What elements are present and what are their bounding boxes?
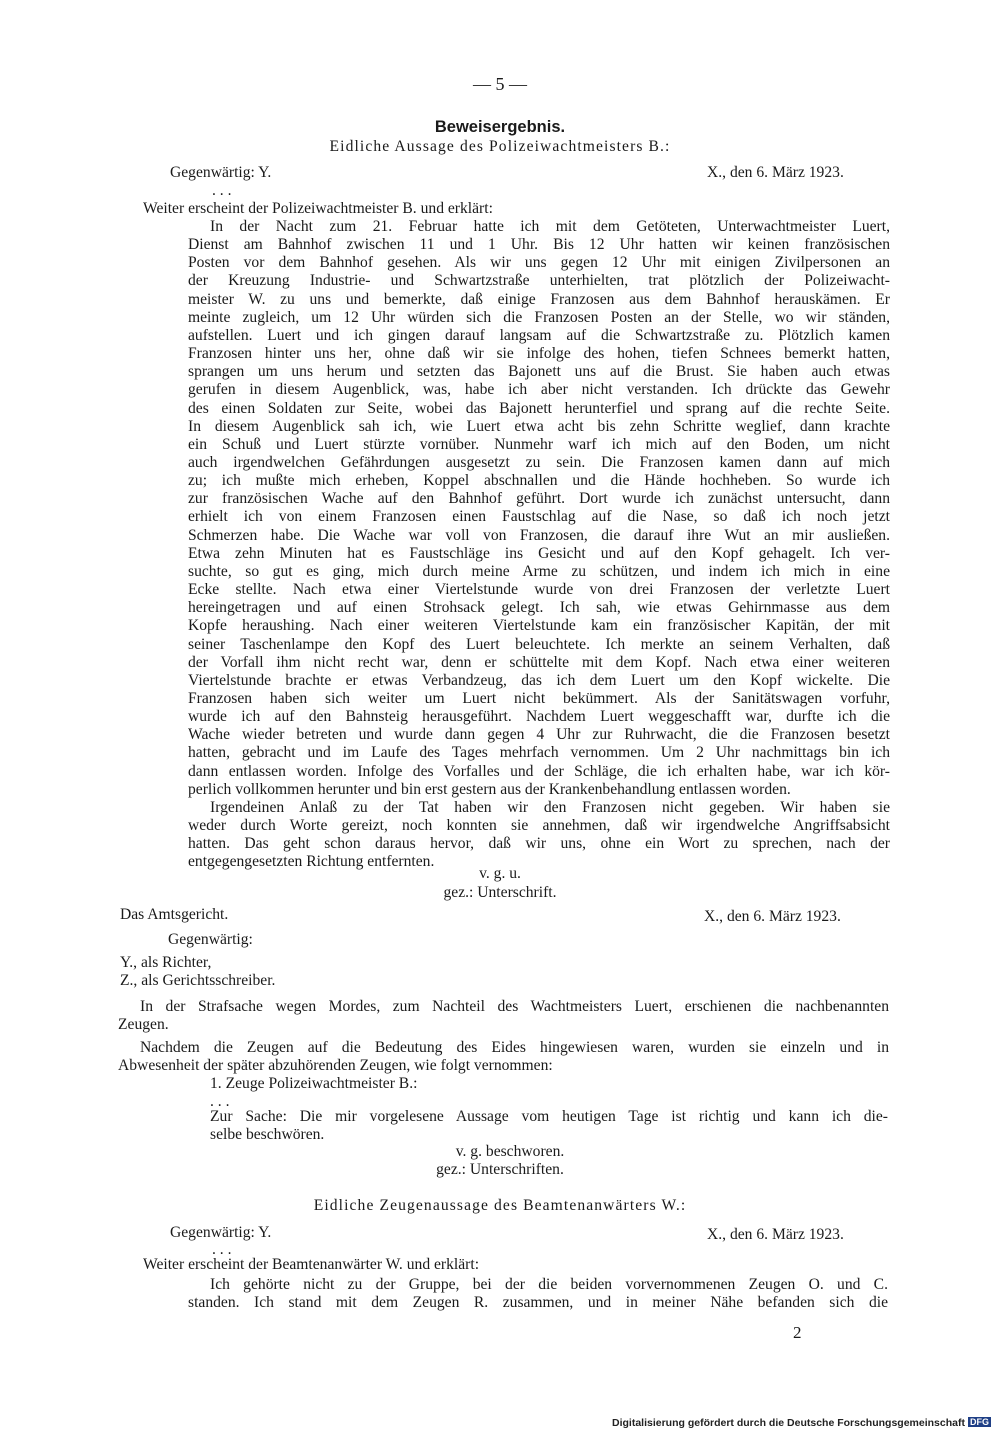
testimony-line: der Kreuzung Industrie- und Schwartzstraße unterhielten, trat plötzlich der Polizeiwacht- [188,272,890,290]
testimony-line: aufstellen. Luert und ich gingen darauf langsam auf die Schwartzstraße zu. Plötzlich kamen [188,326,890,344]
present-line: Gegenwärtig: Y. [170,1224,272,1241]
section-heading: Eidliche Zeugenaussage des Beamtenanwärters W.: [313,1197,687,1214]
testimony-line: weder durch Worte gereizt, noch konnten sie annehmen, daß wir irgendwelche Angriffsabsicht [188,816,890,834]
court-name: Das Amtsgericht. [120,906,229,923]
testimony-line: Schmerzen habe. Die Wache war voll von Franzosen, die darauf ihre Wut an mir ausließen. [188,526,890,544]
testimony-line: zur französischen Wache auf den Bahnhof geführt. Dort wurde ich zunächst untersucht, dann [188,490,890,508]
testimony-line: Ecke stellte. Nach etwa einer Viertelstunde wurde von drei Franzosen der verletzte Luert [188,581,890,598]
ellipsis: . . . [212,182,232,199]
paragraph-line: Zeugen. [118,1016,169,1033]
testimony-line: seiner Taschenlampe den Kopf des Luert beleuchtete. Ich merkte an seinem Verhalten, daß [188,635,890,653]
page-number: — 5 — [473,74,527,94]
testimony-line: ein Schuß und Luert stürzte vornüber. Nunmehr warf ich mich auf den Boden, um nicht [188,435,890,453]
testimony-line: Wache wieder betreten und wurde dann gegen 4 Uhr zur Ruhrwacht, die die Franzosen besetzt [188,726,890,744]
statement-line: Zur Sache: Die mir vorgelesene Aussage vom heutigen Tage ist richtig und kann ich die- [210,1108,888,1125]
ellipsis: . . . [210,1093,230,1110]
testimony-line: suchte, so gut es ging, mich durch meine Arme zu schützen, und indem ich mich in eine [188,562,890,580]
testimony-line: zu; ich mußte mich erheben, Koppel abschnallen und die Hände hochheben. So wurde ich [188,472,890,490]
testimony-line: gerufen in diesem Augenblick, was, habe ich aber nicht verstanden. Ich drückte das Gewehr [188,381,890,399]
testimony-line: Ich gehörte nicht zu der Gruppe, bei der die beiden vorvernommenen Zeugen O. und C. [210,1276,888,1293]
document-subtitle: Eidliche Aussage des Polizeiwachtmeisters B.: [329,138,671,155]
vgu-line: v. g. u. [479,865,521,882]
testimony-line: meister W. zu uns und bemerkte, daß einige Franzosen aus dem Bahnhof herauskämen. Er [188,290,890,308]
testimony-line: In diesem Augenblick sah ich, wie Luert etwa acht bis zehn Schritte weglief, dann krachte [188,417,890,435]
present-line: Gegenwärtig: Y. [170,164,272,181]
place-date: X., den 6. März 1923. [704,908,841,925]
place-date: X., den 6. März 1923. [707,164,844,181]
paragraph-line: In der Strafsache wegen Mordes, zum Nachteil des Wachtmeisters Luert, erschienen die nachbenannten [140,998,889,1015]
paragraph-line: Abwesenheit der später abzuhörenden Zeugen, wie folgt vernommen: [118,1057,553,1074]
testimony-line: hereingetragen und auf einen Strohsack gelegt. Ich sah, wie etwas Gehirnmasse aus dem [188,599,890,617]
credit-text: Digitalisierung gefördert durch die Deutsche Forschungsgemeinschaft [612,1417,965,1429]
intro-line: Weiter erscheint der Beamtenanwärter W. und erklärt: [143,1256,480,1273]
paragraph-line: Nachdem die Zeugen auf die Bedeutung des Eides hingewiesen waren, wurden sie einzeln und in [140,1039,889,1056]
dfg-logo: DFG [969,1417,989,1427]
testimony-line: erhielt ich von einem Franzosen einen Faustschlag auf die Nase, so daß ich noch jetzt [188,508,890,526]
testimony-line: Franzosen haben sich weiter um Luert nicht bekümmert. Als der Sanitätswagen vorfuhr, [188,689,890,707]
testimony-line: entgegengesetzten Richtung entfernten. [188,853,435,871]
testimony-line: Etwa zehn Minuten hat es Faustschläge ins Gesicht und auf den Kopf gehagelt. Ich ver- [188,544,890,562]
testimony-line: des einen Soldaten zur Seite, wobei das Bajonett herunterfiel und sprang auf die rechte Seite. [188,399,890,417]
sworn-line: v. g. beschworen. [455,1143,565,1160]
witness-line: 1. Zeuge Polizeiwachtmeister B.: [210,1075,418,1092]
place-date: X., den 6. März 1923. [707,1226,844,1243]
digitization-credit [612,1417,991,1433]
testimony-line: meinte zugleich, um 12 Uhr würden sich die Franzosen Posten an der Stelle, wo wir ständen, [188,308,890,326]
testimony-line: wurde ich auf den Bahnsteig herausgeführt. Nachdem Luert weggeschafft war, durfte ich die [188,708,890,725]
testimony-line: dann entlassen worden. Infolge des Vorfalles und der Schläge, die ich erhalten habe, war ich kör- [188,762,890,780]
intro-line: Weiter erscheint der Polizeiwachtmeister B. und erklärt: [143,200,493,217]
signature-line: gez.: Unterschriften. [436,1161,564,1178]
ellipsis: . . . [212,1241,232,1258]
testimony-line: Kopfe heraushing. Nach einer weiteren Viertelstunde kam ein französischer Kapitän, der mit [188,617,890,635]
testimony-line: standen. Ich stand mit dem Zeugen R. zusammen, und in meiner Nähe befanden sich die [188,1294,888,1311]
statement-line: selbe beschwören. [210,1126,325,1143]
testimony-line: Viertelstunde brachte er etwas Verbandzeug, das ich dem Luert um den Kopf wickelte. Die [188,671,890,689]
clerk-line: Z., als Gerichtsschreiber. [120,972,276,989]
signature-line: gez.: Unterschrift. [443,884,557,901]
testimony-line: hatten, gebracht und im Laufe des Tages mehrfach vernommen. Um 2 Uhr nachmittags bin ich [188,744,890,762]
testimony-line: sprangen um uns herum und setzten das Bajonett uns auf die Brust. Sie haben auch etwas [188,363,890,381]
testimony-line: In der Nacht zum 21. Februar hatte ich mit dem Getöteten, Unterwachtmeister Luert, [210,218,890,235]
testimony-line: perlich vollkommen herunter und bin erst gestern aus der Krankenbehandlung entlassen worden. [188,780,791,798]
document-title: Beweisergebnis. [434,118,566,136]
present-line: Gegenwärtig: [168,931,253,948]
judge-line: Y., als Richter, [120,954,212,971]
testimony-line: Franzosen hinter uns her, ohne daß wir sie infolge des hohen, tiefen Schnees bemerkt hatten, [188,345,890,362]
testimony-line: Posten vor dem Bahnhof gesehen. Als wir uns gegen 12 Uhr mit einigen Zivilpersonen an [188,254,890,272]
testimony-line: auch irgendwelchen Gefährdungen ausgesetzt zu sein. Die Franzosen kamen dann auf mich [188,453,890,471]
testimony-line: hatten. Das geht schon daraus hervor, daß wir uns, ohne ein Wort zu sprechen, nach der [188,835,890,853]
testimony-line: Dienst am Bahnhof zwischen 11 und 1 Uhr. Bis 12 Uhr hatten wir keinen französischen [188,236,890,254]
testimony-line: der Vorfall ihm nicht recht war, denn er schüttelte mit dem Kopf. Nach etwa einer weiteren [188,653,890,671]
signature-mark: 2 [793,1323,802,1342]
testimony-line: Irgendeinen Anlaß zu der Tat haben wir den Franzosen nicht gegeben. Wir haben sie [210,798,890,816]
